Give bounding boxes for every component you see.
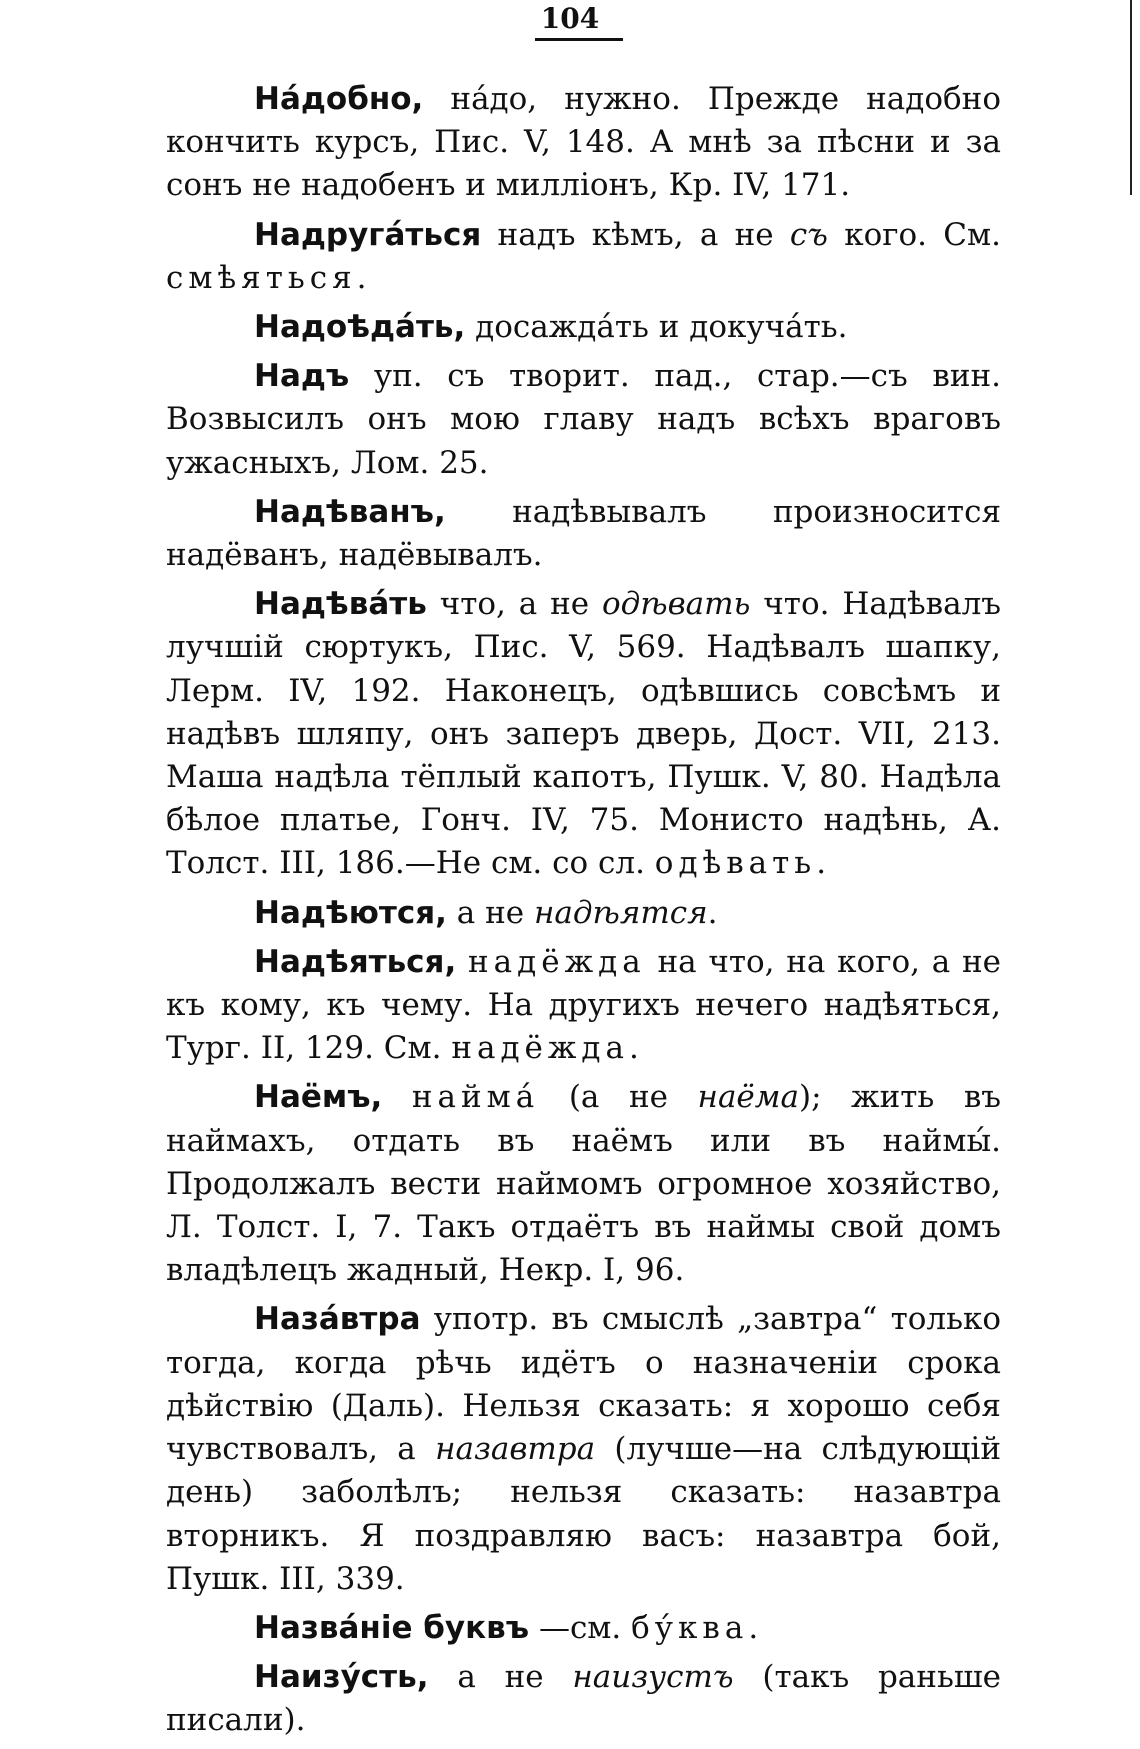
entry-text: ); жить въ наймахъ, отдать въ наёмъ или въ наймы́. Продолжалъ вести наймомъ огромное хозяйство, Л. Толст. I, 7. Такъ отдаётъ въ наймы свой домъ владѣлецъ жадный, Некр. I, 96. [166,1079,1001,1289]
entry-nadrugatsya [166,214,1001,300]
spaced-word: найма́ [411,1079,540,1116]
entry-text: . [707,894,718,931]
cross-reference: одѣвать [654,845,817,882]
entry-text: кого. См. [827,216,1001,253]
page-edge-line [1130,0,1132,195]
headword: Надѣванъ, [254,493,446,530]
headword: Надѣяться, [254,943,457,980]
entry-nadoedat [166,306,1001,349]
cross-reference: надёжда [451,1030,629,1067]
entry-italic: съ [789,216,828,253]
entry-nad [166,355,1001,485]
entry-italic: наизустъ [572,1659,734,1696]
entry-text: а не [446,894,534,931]
entry-text: надъ кѣмъ, а не [481,216,790,253]
entry-text: что. Надѣвалъ лучшій сюртукъ, Пис. V, 569. Надѣвалъ шапку, Лерм. IV, 192. Наконецъ, одѣвшись совсѣмъ и надѣвъ шляпу, онъ заперъ дверь, Дост. VII, 213. Маша надѣла тёплый капотъ, Пушк. V, 80. Надѣла бѣлое платье, Гонч. IV, 75. Монисто надѣнь, А. Толст. III, 186.—Не см. со сл. [166,586,1001,882]
entry-text: а не [428,1659,573,1696]
entry-text: —см. [529,1609,632,1646]
entry-text: . [356,259,367,296]
entry-text: на́до, нужно. Прежде надобно кончить курсъ, Пис. V, 148. А мнѣ за пѣсни и за сонъ не надобенъ и милліонъ, Кр. IV, 171. [166,81,1001,204]
headword: Надъ [254,358,350,395]
entry-text: (а не [539,1079,698,1116]
entry-italic: надѣятся [533,894,708,931]
headword: Наизу́сть, [254,1659,429,1696]
entry-nazvanie-bukv [166,1607,1001,1650]
entry-naizust [166,1656,1001,1742]
entry-nadevat [166,583,1001,885]
entry-nadobno [166,78,1001,208]
entry-italic: наёма [697,1079,799,1116]
headword: Надруга́ться [254,216,482,253]
page-number-rule [535,38,623,41]
entry-text: уп. съ творит. пад., стар.—съ вин. Возвысилъ онъ мою главу надъ всѣхъ враговъ ужасныхъ, Лом. 25. [166,358,1001,481]
spaced-word: надёжда [468,943,646,980]
headword: Наза́втра [254,1301,421,1338]
headword: Надѣва́ть [254,586,427,623]
headword: Надоѣда́ть, [254,309,466,346]
entry-italic: назавтра [435,1431,596,1468]
entry-naem [166,1076,1001,1292]
entry-nadevan [166,491,1001,577]
dictionary-text [166,78,1001,1749]
cross-reference: смѣяться [166,259,357,296]
entry-nadeyatsya [166,941,1001,1071]
entry-text: надѣвывалъ произносится надёванъ, надёвывалъ. [166,493,1001,574]
entry-text: (лучше—на слѣдующій день) заболѣлъ; нельзя сказать: назавтра вторникъ. Я поздравляю васъ: назавтра бой, Пушк. III, 339. [166,1431,1001,1597]
entry-text: употр. въ смыслѣ „завтра“ только тогда, когда рѣчь идётъ о назначеніи срока дѣйствію (Даль). Нельзя сказать: я хорошо себя чувствовалъ, а [166,1301,1001,1468]
entry-text: (такъ раньше писали). [166,1659,1001,1739]
cross-reference: бу́ква [631,1609,749,1646]
entry-nadeyutsya [166,892,1001,935]
headword: Назва́ніе буквъ [254,1609,530,1646]
entry-nazavtra [166,1298,1001,1600]
headword: Наёмъ, [254,1079,383,1116]
entry-text: что, а не [426,586,602,623]
headword: Надѣются, [254,894,447,931]
entry-text: . [816,845,827,882]
entry-text: . [748,1609,759,1646]
entry-text [382,1079,412,1115]
page-number: 104 [540,2,600,35]
entry-text: на что, на кого, а не къ кому, къ чему. На другихъ нечего надѣяться, Тург. II, 129. См. [166,943,1001,1067]
entry-italic: одѣвать [601,586,751,623]
headword: На́добно, [254,81,424,117]
entry-text: . [629,1030,639,1067]
entry-text: досажда́ть и докуча́ть. [465,309,848,346]
entry-text [456,944,468,980]
